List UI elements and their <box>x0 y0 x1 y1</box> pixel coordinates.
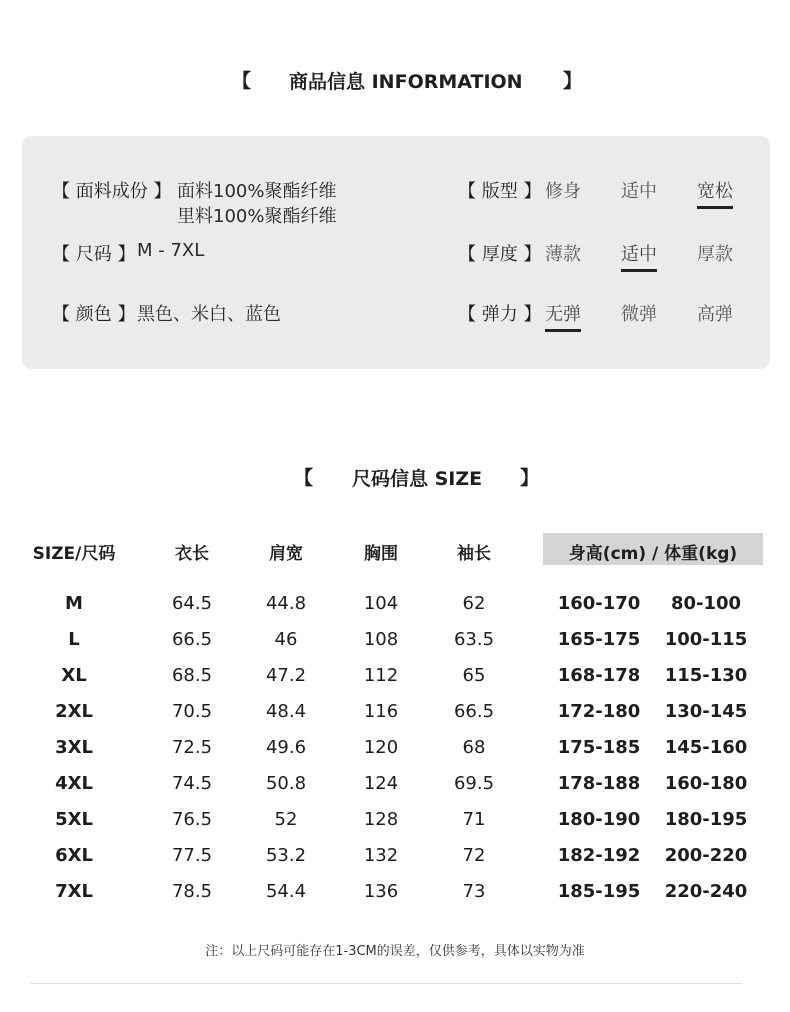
cell-length: 78.5 <box>171 881 213 902</box>
fabric-lining-value: 里料100%聚酯纤维 <box>177 206 337 227</box>
cell-weight: 180-195 <box>664 809 748 830</box>
size-range-label: 【 尺码 】 <box>52 244 136 265</box>
cell-size: 6XL <box>55 845 93 866</box>
cell-chest: 104 <box>363 593 399 614</box>
cell-weight: 115-130 <box>664 665 748 686</box>
bottom-divider <box>30 983 742 984</box>
cell-sleeve: 69.5 <box>453 773 495 794</box>
fit-label: 【 版型 】 <box>458 181 542 202</box>
cell-size: 7XL <box>55 881 93 902</box>
cell-shoulder: 47.2 <box>265 665 307 686</box>
color-value: 黑色、米白、蓝色 <box>137 304 281 325</box>
cell-height: 180-190 <box>557 809 641 830</box>
cell-height: 160-170 <box>557 593 641 614</box>
cell-weight: 145-160 <box>664 737 748 758</box>
cell-shoulder: 46 <box>274 629 298 650</box>
col-header-chest: 胸围 <box>364 544 398 564</box>
cell-height: 178-188 <box>557 773 641 794</box>
cell-length: 77.5 <box>171 845 213 866</box>
cell-size: 3XL <box>55 737 93 758</box>
fabric-outer-value: 面料100%聚酯纤维 <box>177 181 337 202</box>
fabric-label: 【 面料成份 】 <box>52 181 172 202</box>
thickness-option-thin: 薄款 <box>545 244 581 265</box>
cell-size: 2XL <box>55 701 93 722</box>
cell-sleeve: 68 <box>462 737 486 758</box>
cell-shoulder: 54.4 <box>265 881 307 902</box>
cell-height: 182-192 <box>557 845 641 866</box>
cell-sleeve: 63.5 <box>453 629 495 650</box>
cell-chest: 108 <box>363 629 399 650</box>
thickness-option-thick: 厚款 <box>697 244 733 265</box>
elasticity-label: 【 弹力 】 <box>458 304 542 325</box>
cell-chest: 132 <box>363 845 399 866</box>
cell-chest: 120 <box>363 737 399 758</box>
cell-shoulder: 53.2 <box>265 845 307 866</box>
cell-weight: 160-180 <box>664 773 748 794</box>
thickness-label: 【 厚度 】 <box>458 244 542 265</box>
cell-length: 64.5 <box>171 593 213 614</box>
cell-size: L <box>68 629 80 650</box>
cell-length: 72.5 <box>171 737 213 758</box>
cell-sleeve: 66.5 <box>453 701 495 722</box>
col-header-height-weight: 身高(cm) / 体重(kg) <box>568 544 738 564</box>
cell-size: 4XL <box>55 773 93 794</box>
cell-height: 172-180 <box>557 701 641 722</box>
cell-length: 70.5 <box>171 701 213 722</box>
cell-length: 68.5 <box>171 665 213 686</box>
fit-option-slim: 修身 <box>545 181 581 202</box>
cell-chest: 112 <box>363 665 399 686</box>
cell-size: 5XL <box>55 809 93 830</box>
cell-sleeve: 62 <box>462 593 486 614</box>
cell-height: 185-195 <box>557 881 641 902</box>
fit-option-loose-selected: 宽松 <box>697 177 733 209</box>
cell-size: M <box>65 593 83 614</box>
col-header-shoulder: 肩宽 <box>269 544 303 564</box>
elasticity-option-none-selected: 无弹 <box>545 300 581 332</box>
cell-weight: 200-220 <box>664 845 748 866</box>
cell-sleeve: 71 <box>462 809 486 830</box>
cell-size: XL <box>61 665 87 686</box>
cell-chest: 124 <box>363 773 399 794</box>
cell-length: 74.5 <box>171 773 213 794</box>
thickness-option-medium-selected: 适中 <box>621 240 657 272</box>
cell-height: 175-185 <box>557 737 641 758</box>
info-heading-bracket-close: 】 <box>563 70 583 92</box>
cell-length: 66.5 <box>171 629 213 650</box>
color-label: 【 颜色 】 <box>52 304 136 325</box>
size-heading-bracket-open: 【 <box>294 467 314 489</box>
size-heading-bracket-close: 】 <box>520 467 540 489</box>
cell-weight: 220-240 <box>664 881 748 902</box>
cell-length: 76.5 <box>171 809 213 830</box>
elasticity-option-high: 高弹 <box>697 304 733 325</box>
cell-shoulder: 48.4 <box>265 701 307 722</box>
cell-height: 165-175 <box>557 629 641 650</box>
size-heading-title: 尺码信息 SIZE <box>352 468 483 490</box>
col-header-sleeve: 袖长 <box>457 544 491 564</box>
elasticity-option-slight: 微弹 <box>621 304 657 325</box>
cell-chest: 128 <box>363 809 399 830</box>
cell-weight: 130-145 <box>664 701 748 722</box>
size-range-value: M - 7XL <box>137 240 205 261</box>
info-heading-title: 商品信息 INFORMATION <box>289 71 523 93</box>
cell-sleeve: 65 <box>462 665 486 686</box>
col-header-size: SIZE/尺码 <box>32 544 116 564</box>
cell-shoulder: 49.6 <box>265 737 307 758</box>
cell-weight: 80-100 <box>670 593 742 614</box>
cell-shoulder: 50.8 <box>265 773 307 794</box>
size-disclaimer-note: 注：以上尺码可能存在1-3CM的误差，仅供参考，具体以实物为准 <box>205 944 585 959</box>
col-header-length: 衣长 <box>175 544 209 564</box>
cell-weight: 100-115 <box>664 629 748 650</box>
cell-chest: 116 <box>363 701 399 722</box>
cell-shoulder: 52 <box>274 809 298 830</box>
cell-shoulder: 44.8 <box>265 593 307 614</box>
cell-height: 168-178 <box>557 665 641 686</box>
info-heading-bracket-open: 【 <box>232 70 252 92</box>
fit-option-regular: 适中 <box>621 181 657 202</box>
cell-sleeve: 73 <box>462 881 486 902</box>
cell-sleeve: 72 <box>462 845 486 866</box>
cell-chest: 136 <box>363 881 399 902</box>
